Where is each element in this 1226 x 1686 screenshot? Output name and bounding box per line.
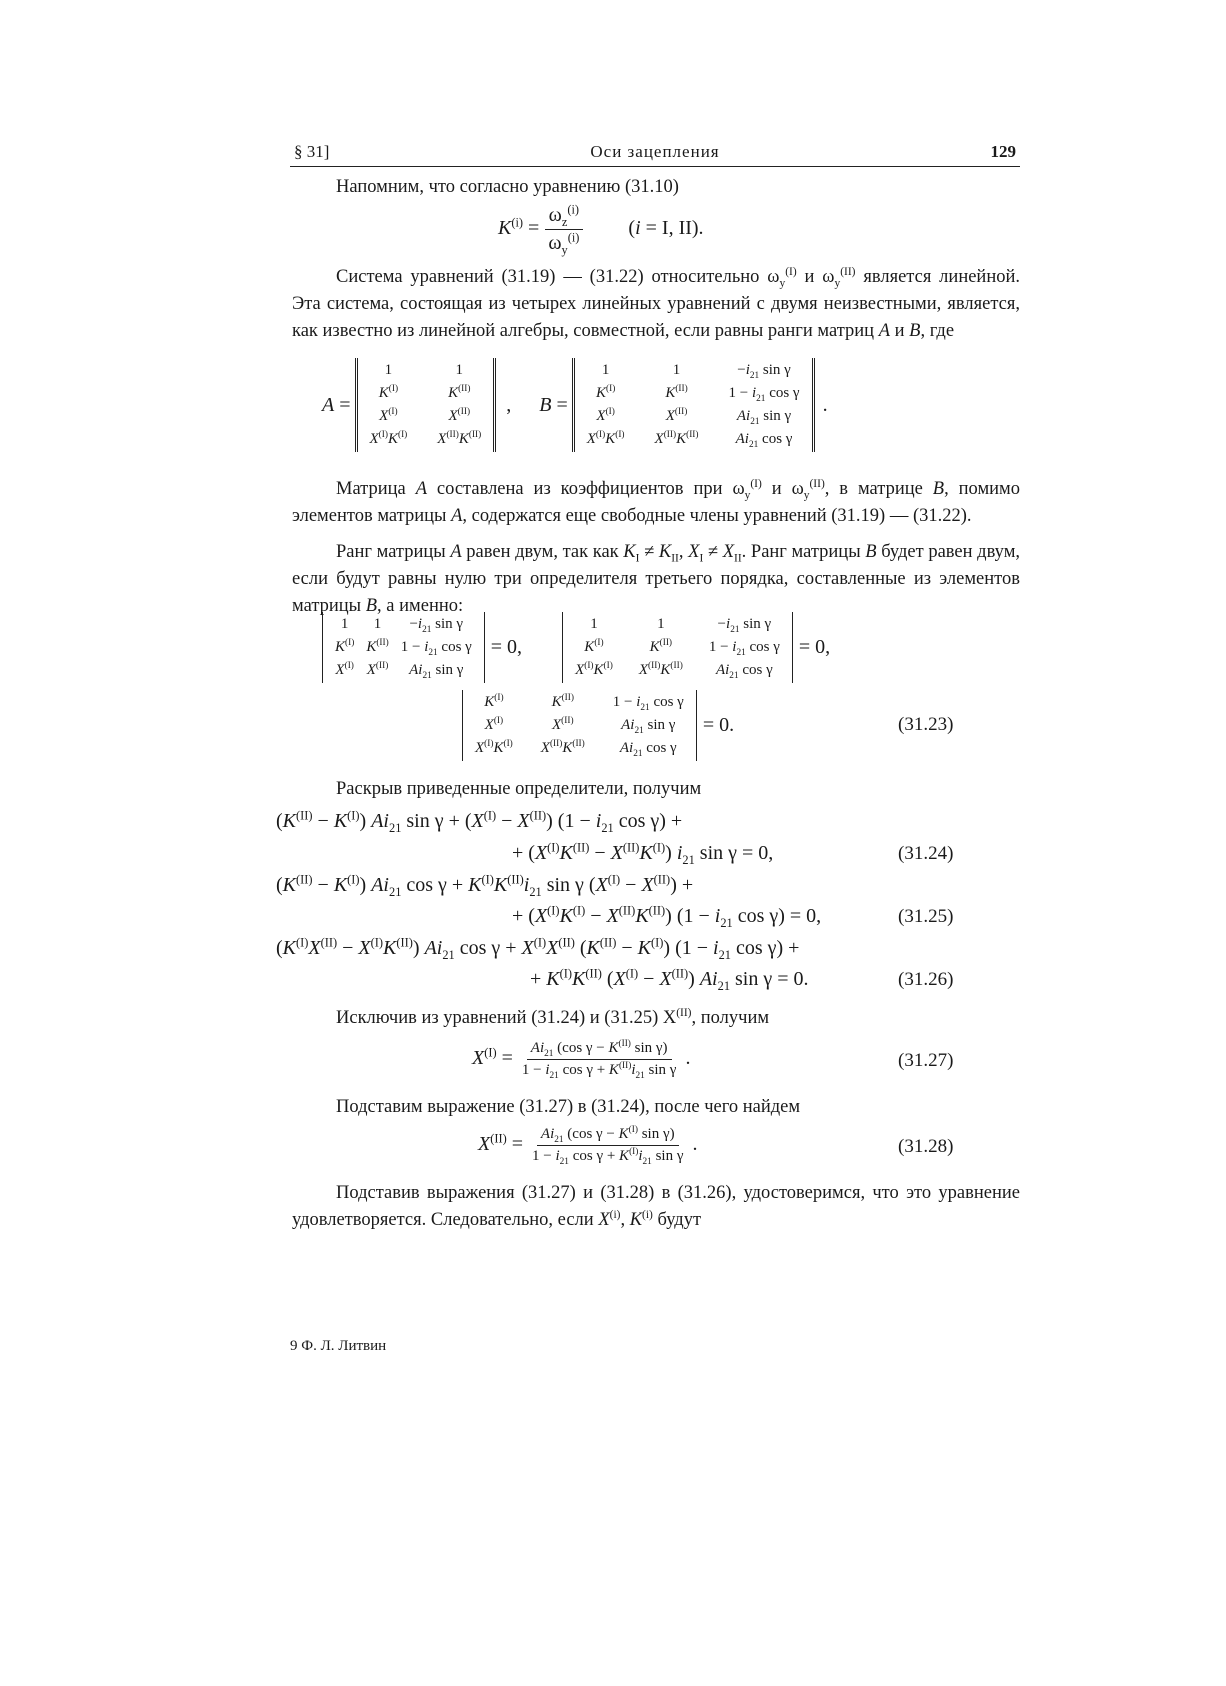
paragraph-matrix-a: Матрица A составлена из коэффициентов при $\omega_y^{(I)}$ и $\omega_y^{(II)}$, в матрице B, помимо элементов матрицы A, содержатся еще свободные члены уравнений (31.19) — (31.22). bbox=[292, 477, 1021, 526]
paragraph-system: Система уравнений (31.19) — (31.22) относительно $\omega_y^{(I)}$ и $\omega_y^{(II)}$ является линейной. Эта система, состоящая из четырех линейных уравнений с двумя неизвестными, является, как известно из линейной алгебры, совместной, если равны ранги матриц A и B, где bbox=[292, 265, 1021, 341]
determinant-row-2: $K^{(I)}$ $K^{(II)}$ $1 - i_{21}$ cos γ $X^{(I)}$ $X^{(II)}$ $Ai_{21}$ sin γ $X^{(I)}K^{(I)}$ $X^{(II)}K^{(II)}$ $Ai_{21}$ cos γ = 0. bbox=[462, 690, 734, 761]
equation-label-31-28: (31.28) bbox=[898, 1136, 954, 1157]
determinant-1: 1 1 $-i_{21}$ sin γ $K^{(I)}$ $K^{(II)}$ $1 - i_{21}$ cos γ $X^{(I)}$ $X^{(II)}$ $Ai_{21}$ sin γ bbox=[322, 612, 485, 683]
paragraph-intro: Напомним, что согласно уравнению (31.10) bbox=[336, 177, 679, 197]
equation-31-24-line-1: $(K^{(II)} - K^{(I)})$ $Ai_{21}$ $\sin \gamma + (X^{(I)} - X^{(II)}) (1 - i_{21}$ cos γ) + bbox=[276, 808, 683, 835]
equation-label-31-26: (31.26) bbox=[898, 969, 954, 990]
paragraph-substitute: Подставим выражение (31.27) в (31.24), после чего найдем bbox=[336, 1097, 801, 1117]
matrix-b: 1 1 $-i_{21}$ sin γ $K^{(I)}$ $K^{(II)}$ $1 - i_{21}$ cos γ $X^{(I)}$ $X^{(II)}$ $Ai_{21}$ sin γ $X^{(I)}K^{(I)}$ $X^{(II)}K^{(II)}$ $Ai_{21}$ cos γ bbox=[572, 358, 815, 452]
determinant-3: $K^{(I)}$ $K^{(II)}$ $1 - i_{21}$ cos γ $X^{(I)}$ $X^{(II)}$ $Ai_{21}$ sin γ $X^{(I)}K^{(I)}$ $X^{(II)}K^{(II)}$ $Ai_{21}$ cos γ bbox=[462, 690, 697, 761]
determinant-2: 1 1 $-i_{21}$ sin γ $K^{(I)}$ $K^{(II)}$ $1 - i_{21}$ cos γ $X^{(I)}K^{(I)}$ $X^{(II)}K^{(II)}$ $Ai_{21}$ cos γ bbox=[562, 612, 793, 683]
matrices-a-b: A = 1 1 $K^{(I)}$ $K^{(II)}$ $X^{(I)}$ $X^{(II)}$ $X^{(I)}K^{(I)}$ $X^{(II)}K^{(II)}$ , B = 1 1 $-i_{21}$ sin γ $K^{(I)}$ $K^{(II)}$ $1 - i_{21}$ cos γ $X^{(I)}$ $X^{(II)}$ $Ai_{21}$ sin γ $X^{(I)}K^{(I)}$ $X^{(II)}K^{(II)}$ $Ai_{21}$ cos γ . bbox=[322, 358, 828, 452]
determinants-row-1: 1 1 $-i_{21}$ sin γ $K^{(I)}$ $K^{(II)}$ $1 - i_{21}$ cos γ $X^{(I)}$ $X^{(II)}$ $Ai_{21}$ sin γ = 0, 1 1 $-i_{21}$ sin γ $K^{(I)}$ $K^{(II)}$ $1 - i_{21}$ cos γ $X^{(I)}K^{(I)}$ $X^{(II)}K^{(II)}$ $Ai_{21}$ cos γ = 0, bbox=[322, 612, 830, 683]
matrix-a: 1 1 $K^{(I)}$ $K^{(II)}$ $X^{(I)}$ $X^{(II)}$ $X^{(I)}K^{(I)}$ $X^{(II)}K^{(II)}$ bbox=[355, 358, 497, 452]
signature-line: 9 Ф. Л. Литвин bbox=[290, 1338, 387, 1354]
page-number: 129 bbox=[990, 142, 1016, 161]
equation-label-31-24: (31.24) bbox=[898, 843, 954, 864]
equation-31-27: $X^{(I)}$ = $\frac{Ai_{21} (\cos \gamma - K^{(II)} \sin \gamma)}{1 - i_{21} \cos \gamma + K^{(II)}i_{21} \sin \gamma}$ . bbox=[472, 1039, 691, 1081]
running-header bbox=[290, 140, 1020, 167]
paragraph-verify: Подставив выражения (31.27) и (31.28) в (31.26), удостоверимся, что это уравнение удовлетворяется. Следовательно, если $X^{(i)}$, $K^{(i)}$ будут bbox=[292, 1183, 1020, 1230]
equation-label-31-27: (31.27) bbox=[898, 1050, 954, 1071]
equation-31-28: $X^{(II)}$ = $\frac{Ai_{21} (\cos \gamma - K^{(I)} \sin \gamma)}{1 - i_{21} \cos \gamma + K^{(I)}i_{21} \sin \gamma}$ . bbox=[478, 1125, 698, 1167]
formula-k-ratio: $K^{(i)}$ = $\frac{\omega_z^{(i)}}{\omega_y^{(i)}}$ (i = I, II). bbox=[498, 202, 704, 257]
equation-label-31-25: (31.25) bbox=[898, 906, 954, 927]
equation-31-24-line-2: + $(X^{(I)}K^{(II)} - X^{(II)}K^{(I)})$ $i_{21}$ sin γ = 0, bbox=[512, 840, 774, 867]
equation-31-26-line-2: + $K^{(I)}K^{(II)}$ $(X^{(I)} - X^{(II)})$ $Ai_{21}$ sin γ = 0. bbox=[530, 966, 809, 993]
equation-31-26-line-1: $(K^{(I)}X^{(II)} - X^{(I)}K^{(II)})$ $Ai_{21}$ $\cos \gamma + X^{(I)}X^{(II)}$ $(K^{(II)} - K^{(I)}) (1 - i_{21}$ cos γ) + bbox=[276, 935, 800, 962]
paragraph-exclude: Исключив из уравнений (31.24) и (31.25) $X^{(II)}$, получим bbox=[336, 1006, 770, 1028]
equation-31-25-line-1: $(K^{(II)} - K^{(I)})$ $Ai_{21}$ $\cos \gamma + K^{(I)}K^{(II)}i_{21}$ sin γ $(X^{(I)} - X^{(II)})$ + bbox=[276, 872, 694, 899]
paragraph-rank: Ранг матрицы A равен двум, так как $K_I \ne K_{II}$, $X_I \ne X_{II}$. Ранг матрицы B будет равен двум, если будут равны нулю три определителя третьего порядка, составленные из элементов матрицы B, а именно: bbox=[292, 542, 1021, 616]
equation-31-25-line-2: + $(X^{(I)}K^{(I)} - X^{(II)}K^{(II)}) (1 - i_{21}$ cos γ) = 0, bbox=[512, 903, 822, 930]
equation-label-31-23: (31.23) bbox=[898, 714, 954, 735]
paragraph-expand: Раскрыв приведенные определители, получим bbox=[336, 779, 702, 799]
section-number: § 31] bbox=[294, 142, 330, 161]
chapter-title: Оси зацепления bbox=[590, 142, 720, 161]
